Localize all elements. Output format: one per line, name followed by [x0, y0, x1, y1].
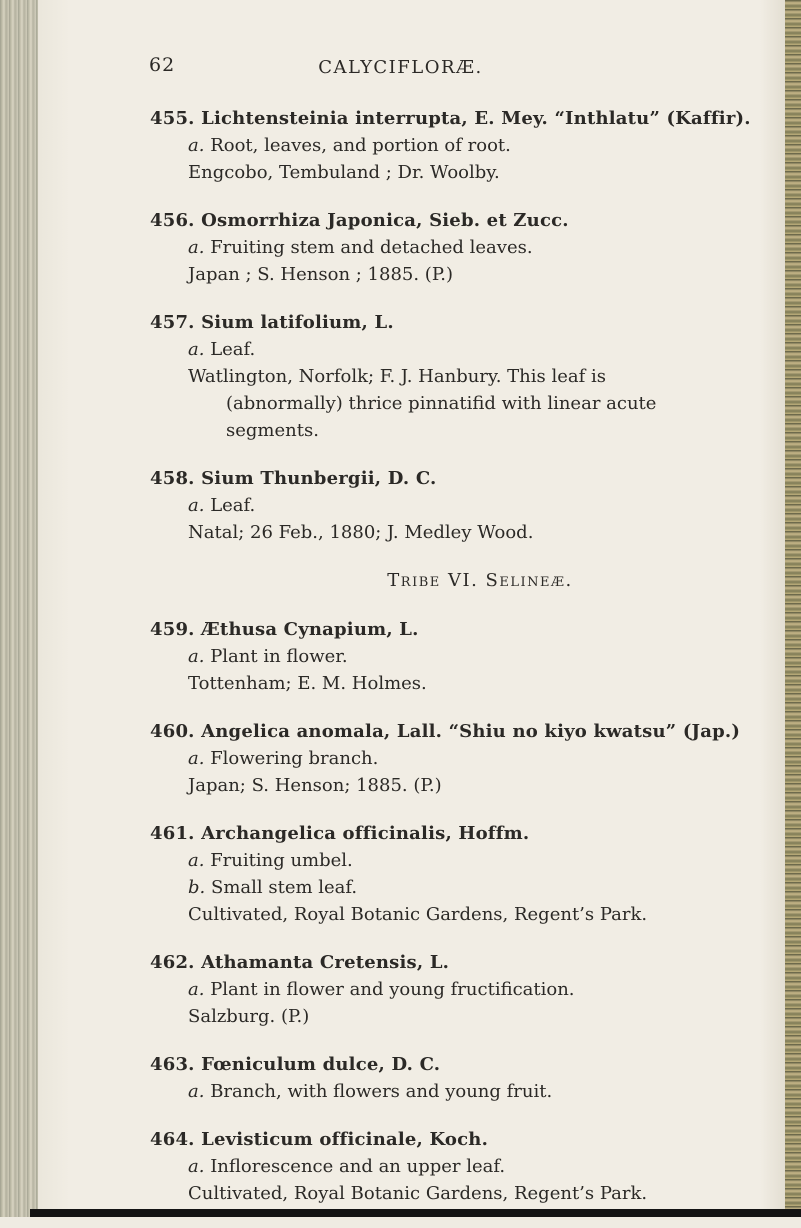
- vernacular-name: “Inthlatu” (Kaffir).: [554, 108, 751, 129]
- specimen-item: [150, 234, 770, 261]
- item-description: Small stem leaf.: [210, 877, 358, 898]
- item-letter: a.: [188, 135, 205, 156]
- page-edge: [785, 0, 801, 1217]
- provenance-line: Watlington, Norfolk; F. J. Hanbury. This leaf is: [188, 366, 606, 387]
- catalogue-entry: [150, 949, 770, 1030]
- specimen-item: [150, 132, 770, 159]
- entry-heading: [150, 616, 770, 643]
- provenance-line: Japan ; S. Henson ; 1885. (P.): [188, 264, 454, 285]
- provenance: [150, 519, 770, 546]
- specimen-item: [150, 1078, 770, 1105]
- entry-number: 461.: [150, 823, 195, 844]
- item-description: Leaf.: [210, 339, 256, 360]
- species-name: Levisticum officinale, Koch.: [201, 1129, 489, 1150]
- vernacular-name: “Shiu no kiyo kwatsu” (Jap.): [448, 721, 741, 742]
- entry-number: 459.: [150, 619, 195, 640]
- item-letter: a.: [188, 748, 205, 769]
- provenance-line: Engcobo, Tembuland ; Dr. Woolby.: [188, 162, 500, 183]
- tribe-heading: Tribe VI. Selineæ.: [387, 570, 573, 591]
- catalogue-entry: [150, 616, 770, 697]
- catalogue-entry: [150, 820, 770, 928]
- catalogue-entry: [150, 309, 770, 444]
- provenance-line: Salzburg. (P.): [188, 1006, 310, 1027]
- species-name: Archangelica officinalis, Hoffm.: [201, 823, 530, 844]
- item-letter: b.: [188, 877, 206, 898]
- entry-number: 463.: [150, 1054, 195, 1075]
- item-letter: a.: [188, 979, 205, 1000]
- item-description: Branch, with flowers and young fruit.: [210, 1081, 553, 1102]
- entry-heading: [150, 207, 770, 234]
- provenance: [150, 261, 770, 288]
- catalogue-entry: [150, 1051, 770, 1105]
- page-header: [0, 54, 801, 84]
- item-description: Flowering branch.: [210, 748, 379, 769]
- species-name: Sium Thunbergii, D. C.: [201, 468, 437, 489]
- item-description: Leaf.: [210, 495, 256, 516]
- entry-heading: [150, 1126, 770, 1153]
- provenance: [150, 363, 770, 444]
- item-letter: a.: [188, 495, 205, 516]
- entry-heading: [150, 820, 770, 847]
- species-name: Angelica anomala, Lall.: [201, 721, 443, 742]
- provenance-line: Natal; 26 Feb., 1880; J. Medley Wood.: [188, 522, 534, 543]
- item-letter: a.: [188, 339, 205, 360]
- entry-number: 456.: [150, 210, 195, 231]
- provenance: [150, 670, 770, 697]
- provenance-line: Tottenham; E. M. Holmes.: [188, 673, 427, 694]
- species-name: Æthusa Cynapium, L.: [201, 619, 419, 640]
- species-name: Sium latifolium, L.: [201, 312, 394, 333]
- specimen-item: [150, 745, 770, 772]
- catalogue-content: [150, 105, 770, 1228]
- provenance-line: Cultivated, Royal Botanic Gardens, Regent’s Park.: [188, 1183, 648, 1204]
- entry-heading: [150, 105, 770, 132]
- species-name: Athamanta Cretensis, L.: [201, 952, 450, 973]
- provenance-line: Japan; S. Henson; 1885. (P.): [188, 775, 442, 796]
- provenance: [150, 159, 770, 186]
- book-binding: [0, 0, 38, 1217]
- entries-group-a: [150, 105, 770, 546]
- entry-number: 457.: [150, 312, 195, 333]
- specimen-item: [150, 643, 770, 670]
- provenance: [150, 1180, 770, 1207]
- item-letter: a.: [188, 1156, 205, 1177]
- provenance: [150, 772, 770, 799]
- item-letter: a.: [188, 646, 205, 667]
- specimen-item: [150, 492, 770, 519]
- species-name: Lichtensteinia interrupta, E. Mey.: [201, 108, 549, 129]
- item-letter: a.: [188, 850, 205, 871]
- specimen-item: [150, 976, 770, 1003]
- item-description: Plant in flower and young fructification.: [210, 979, 575, 1000]
- entry-number: 458.: [150, 468, 195, 489]
- catalogue-entry: [150, 465, 770, 546]
- running-head: CALYCIFLORÆ.: [318, 57, 483, 78]
- specimen-item: [150, 847, 770, 874]
- item-description: Root, leaves, and portion of root.: [210, 135, 511, 156]
- provenance: [150, 1003, 770, 1030]
- specimen-item: [150, 1153, 770, 1180]
- provenance-line: (abnormally) thrice pinnatifid with linear acute: [226, 393, 657, 414]
- entry-heading: [150, 718, 770, 745]
- specimen-item: [150, 874, 770, 901]
- item-letter: a.: [188, 1081, 205, 1102]
- catalogue-entry: [150, 1126, 770, 1207]
- species-name: Osmorrhiza Japonica, Sieb. et Zucc.: [201, 210, 569, 231]
- provenance: [150, 901, 770, 928]
- item-description: Fruiting stem and detached leaves.: [210, 237, 533, 258]
- species-name: Fœniculum dulce, D. C.: [201, 1054, 441, 1075]
- catalogue-entry: [150, 207, 770, 288]
- item-description: Plant in flower.: [210, 646, 348, 667]
- item-letter: a.: [188, 237, 205, 258]
- entry-heading: [150, 1051, 770, 1078]
- entry-heading: [150, 309, 770, 336]
- entry-heading: [150, 465, 770, 492]
- entry-number: 460.: [150, 721, 195, 742]
- provenance-line: segments.: [226, 420, 319, 441]
- item-description: Inflorescence and an upper leaf.: [210, 1156, 506, 1177]
- catalogue-entry: [150, 718, 770, 799]
- catalogue-entry: [150, 105, 770, 186]
- entry-number: 462.: [150, 952, 195, 973]
- item-description: Fruiting umbel.: [210, 850, 353, 871]
- entry-number: 455.: [150, 108, 195, 129]
- provenance-line: Cultivated, Royal Botanic Gardens, Regent’s Park.: [188, 904, 648, 925]
- page-number: 62: [149, 54, 176, 76]
- entry-number: 464.: [150, 1129, 195, 1150]
- entries-group-b: [150, 616, 770, 1207]
- entry-heading: [150, 949, 770, 976]
- specimen-item: [150, 336, 770, 363]
